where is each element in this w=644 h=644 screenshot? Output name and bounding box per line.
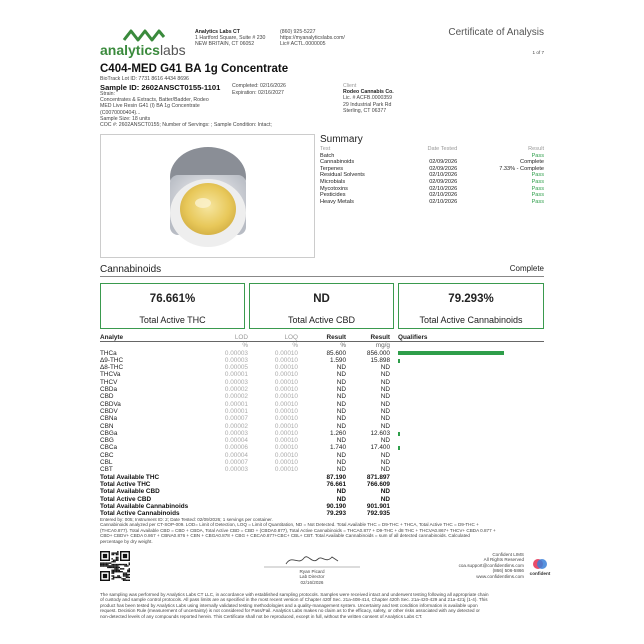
analyte-row	[100, 401, 544, 408]
analyte-result-pct: ND	[336, 386, 346, 394]
summary-row	[320, 179, 544, 186]
notes-line-4: CBD+ CBDV+ CBDA 0.867 + CBNA0.876 + CBN + CBGA0.878 + CBG + CBCA0.877+CBC+ CBL+ CBT. Total Available Cannabinoids = sum of all detected cannabinoids. Calculated	[100, 533, 470, 539]
analyte-lod: 0.00003	[224, 466, 248, 474]
analyte-qualifier-cell	[390, 350, 544, 357]
analyte-loq: 0.00010	[274, 364, 298, 372]
analyte-result-mg: 856.000	[366, 349, 390, 357]
analyte-result-pct: ND	[336, 415, 346, 423]
analyte-row	[100, 386, 544, 393]
client-license: Lic. # ACFB.0000359	[343, 95, 393, 102]
total-result-pct: 87.190	[326, 473, 346, 481]
summary-row	[320, 166, 544, 173]
analyte-name: THCVa	[100, 371, 121, 379]
total-result-pct: ND	[336, 495, 346, 503]
analyte-name: CBC	[100, 451, 114, 459]
analyte-row	[100, 371, 544, 378]
analyte-loq: 0.00010	[274, 429, 298, 437]
product-photo	[100, 134, 315, 258]
signer-title: Lab Director	[299, 574, 325, 580]
strain: Strain:	[100, 91, 115, 97]
analyte-bar	[398, 359, 400, 363]
analyte-result-pct: ND	[336, 378, 346, 386]
notes-line-5: percentage by dry weight.	[100, 538, 153, 544]
unit-result-pct: %	[340, 342, 346, 350]
analyte-row	[100, 415, 544, 422]
analyte-result-pct: 1.740	[330, 444, 346, 452]
summary-header-row	[320, 146, 544, 153]
analyte-loq: 0.00010	[274, 422, 298, 430]
summary-header-result: Result	[528, 146, 544, 152]
analyte-result-mg: ND	[380, 422, 390, 430]
confident-logo-icon	[532, 557, 548, 571]
summary-result: 7.33% - Complete	[499, 165, 544, 172]
summary-result: Complete	[520, 159, 544, 166]
analyte-lod: 0.00007	[224, 415, 248, 423]
total-active-thc-label: Total Active THC	[139, 315, 206, 325]
analyte-loq: 0.00010	[274, 459, 298, 467]
total-result-mg: 766.609	[366, 480, 390, 488]
analyte-lod: 0.00004	[224, 437, 248, 445]
analyte-qualifier-cell	[390, 444, 544, 451]
summary-test: Pesticides	[320, 192, 346, 199]
total-result-mg: 871.897	[366, 473, 390, 481]
total-active-cannabinoids-box	[398, 283, 544, 329]
analyte-row	[100, 466, 544, 473]
lab-address1: 1 Hartford Square, Suite # 230	[195, 35, 266, 42]
confident-block	[459, 552, 524, 579]
summary-test: Residual Solvents	[320, 172, 365, 179]
analyte-lod: 0.00002	[224, 422, 248, 430]
analyte-qualifier-cell	[390, 357, 544, 364]
analyte-name: CBGa	[100, 429, 118, 437]
summary-date: 02/10/2026	[429, 192, 458, 199]
summary-date: 02/09/2026	[429, 165, 458, 172]
analyte-lod: 0.00004	[224, 451, 248, 459]
analyte-loq: 0.00010	[274, 415, 298, 423]
analyte-row	[100, 364, 544, 371]
analyte-result-pct: ND	[336, 400, 346, 408]
signer-name: Ryan Picard	[299, 569, 325, 574]
analyte-row	[100, 393, 544, 400]
analyte-lod: 0.00005	[224, 364, 248, 372]
analyte-qualifier-cell	[390, 459, 544, 466]
expiration-date: Expiration: 02/16/2027	[232, 90, 284, 96]
summary-test: Terpenes	[320, 165, 344, 172]
summary-row	[320, 199, 544, 206]
summary-result: Pass	[531, 198, 544, 205]
summary-test: Mycotoxins	[320, 185, 348, 192]
total-result-mg: 792.935	[366, 510, 390, 518]
client-city: Sterling, CT 06377	[343, 107, 387, 114]
analyte-result-pct: ND	[336, 407, 346, 415]
analyte-qualifier-cell	[390, 423, 544, 430]
confident-logo	[528, 557, 552, 583]
summary-date: 02/10/2026	[429, 198, 458, 205]
total-name: Total Active THC	[100, 480, 151, 488]
coc-line: COC #: 2602ANSCT0155; Number of Servings: ; Sample Condition: Intact;	[100, 122, 272, 129]
analyte-qualifier-cell	[390, 386, 544, 393]
analyte-loq: 0.00010	[274, 371, 298, 379]
analyte-lod: 0.00007	[224, 459, 248, 467]
analyte-result-pct: 1.260	[330, 429, 346, 437]
total-row	[100, 496, 544, 503]
footer-line-2: of custody and sample control protocols. All pass limits are as specified in the most recent version of Chapter 420f Sec. 21a-408-414, Chapter 420h Sec. 21a-420-429 and 21a-421j (1-4). This	[100, 597, 488, 603]
summary-row	[320, 186, 544, 193]
summary-test: Heavy Metals	[320, 198, 354, 205]
analyte-result-mg: 12.603	[370, 429, 390, 437]
total-name: Total Available Cannabinoids	[100, 502, 189, 510]
footer-line-3: product has been tested by Analytics Labs using internally validated testing methodologies and a quality-management system. Uncertainty and test condition information is available upon	[100, 602, 478, 608]
notes-line-3: (THCA0.877). Total Available CBD = CBD + CBDA, Total Active CBD = CBD + (CBDA0.877), Total Active Cannabinoids = THCA0.877 + D9-THC + d8 THC + THCVA0.867+ THCV+ CBDA 0.877 +	[100, 527, 496, 533]
header-qualifiers: Qualifiers	[398, 334, 428, 341]
summary-header-test: Test	[320, 146, 331, 152]
analyte-result-mg: ND	[380, 378, 390, 386]
summary-row	[320, 159, 544, 166]
confident-line-5[interactable]: www.confidentlims.com	[476, 573, 524, 579]
analyte-name: CBDV	[100, 407, 118, 415]
notes-line-1: Entered by: 005; Instrument ID: 2; Date Tested: 02/09/2026; 1 servings per container.	[100, 517, 273, 522]
confident-line-4: (866) 506-5866	[492, 568, 524, 574]
analyte-name: CBG	[100, 437, 114, 445]
analyte-name: CBN	[100, 422, 114, 430]
product-details	[100, 91, 272, 128]
lab-address-block	[195, 29, 265, 48]
analyte-row	[100, 408, 544, 415]
summary-header-date: Date Tested	[427, 146, 458, 152]
confident-line-3[interactable]: coa.support@confidentlims.com	[458, 562, 524, 568]
summary-result: Pass	[531, 172, 544, 179]
unit-lod: %	[242, 342, 248, 350]
product-desc-3: (C0070000404)...	[100, 109, 141, 116]
analyte-result-pct: 85.600	[326, 349, 346, 357]
analyte-result-mg: ND	[380, 393, 390, 401]
lab-address2: NEW BRITAIN, CT 06052	[195, 41, 255, 48]
analyte-qualifier-cell	[390, 401, 544, 408]
analyte-result-mg: ND	[380, 459, 390, 467]
summary-date: 02/09/2026	[429, 178, 458, 185]
analyte-qualifier-cell	[390, 371, 544, 378]
completed-date: Completed: 02/16/2026	[232, 83, 286, 89]
method-notes	[100, 517, 544, 544]
summary-row	[320, 153, 544, 160]
analyte-row	[100, 459, 544, 466]
analyte-result-mg: ND	[380, 400, 390, 408]
analyte-lod: 0.00001	[224, 407, 248, 415]
logo-mark-icon	[122, 28, 166, 42]
analyte-result-pct: ND	[336, 459, 346, 467]
analyte-result-pct: ND	[336, 466, 346, 474]
summary-table	[320, 146, 544, 205]
summary-test: Cannabinoids	[320, 159, 355, 166]
summary-result: Pass	[531, 178, 544, 185]
analyte-result-mg: ND	[380, 364, 390, 372]
footer-line-1: The sampling was performed by Analytics Labs CT LLC, in accordance with established sampling protocols. Samples were received intact and underwent testing following all appropriate chain	[100, 592, 489, 597]
lab-logo	[100, 28, 190, 58]
analyte-name: CBDa	[100, 386, 118, 394]
analyte-loq: 0.00010	[274, 466, 298, 474]
analyte-name: CBDVa	[100, 400, 121, 408]
lab-name: Analytics Labs CT	[195, 29, 240, 35]
page-number: 1 of 7	[532, 50, 544, 55]
total-active-thc-box	[100, 283, 245, 329]
analyte-loq: 0.00010	[274, 444, 298, 452]
analyte-row	[100, 452, 544, 459]
product-desc-2: MED Live Resin G41 (I) BA 1g Concentrate	[100, 103, 200, 110]
analyte-bar	[398, 351, 504, 355]
unit-analyte	[100, 342, 200, 350]
total-row	[100, 474, 544, 481]
confident-line-2: All Rights Reserved	[483, 557, 524, 563]
analyte-result-mg: ND	[380, 437, 390, 445]
analyte-row	[100, 379, 544, 386]
total-result-mg: ND	[380, 495, 390, 503]
unit-loq: %	[292, 342, 298, 350]
summary-row	[320, 192, 544, 199]
total-result-pct: 79.293	[326, 510, 346, 518]
analyte-bar	[398, 446, 400, 450]
analyte-result-pct: 1.590	[330, 356, 346, 364]
analyte-name: Δ9-THC	[100, 356, 124, 364]
total-row	[100, 503, 544, 510]
analyte-qualifier-cell	[390, 415, 544, 422]
signature-date: 02/16/2026	[300, 579, 324, 585]
total-result-pct: ND	[336, 488, 346, 496]
summary-test: Batch	[320, 152, 335, 159]
cannabinoid-results-table	[100, 334, 544, 517]
analyte-name: CBT	[100, 466, 113, 474]
analyte-qualifier-cell	[390, 393, 544, 400]
summary-result: Pass	[531, 185, 544, 192]
analyte-result-pct: ND	[336, 422, 346, 430]
analyte-row	[100, 444, 544, 451]
analyte-result-pct: ND	[336, 393, 346, 401]
analyte-qualifier-cell	[390, 430, 544, 437]
summary-title: Summary	[320, 134, 363, 145]
logo-text-right: labs	[159, 42, 186, 58]
client-address: 29 Industrial Park Rd	[343, 101, 392, 108]
total-result-pct: 76.661	[326, 480, 346, 488]
client-label: Client	[343, 83, 357, 89]
unit-result-mg: mg/g	[375, 342, 390, 350]
product-desc-1: Concentrates & Extracts, Batter/Badder, Rodeo	[100, 97, 209, 104]
analyte-row	[100, 423, 544, 430]
product-name: C404-MED G41 BA 1g Concentrate	[100, 63, 289, 75]
analyte-result-mg: ND	[380, 407, 390, 415]
total-active-cbd-value: ND	[313, 293, 330, 305]
results-units-row	[100, 342, 544, 350]
summary-row	[320, 172, 544, 179]
analyte-lod: 0.00002	[224, 393, 248, 401]
document-title: Certificate of Analysis	[448, 27, 544, 38]
header-result-pct: Result	[326, 334, 346, 341]
analyte-lod: 0.00001	[224, 400, 248, 408]
client-name: Rodeo Cannabis Co.	[343, 89, 394, 96]
analyte-result-mg: ND	[380, 466, 390, 474]
total-row	[100, 481, 544, 488]
biotrack-id: BioTrack Lot ID: 7731 8616 4434 8696	[100, 76, 189, 82]
analyte-result-mg: ND	[380, 451, 390, 459]
analyte-result-mg: 15.898	[370, 356, 390, 364]
analyte-loq: 0.00010	[274, 437, 298, 445]
lab-contact-block	[280, 29, 345, 48]
analyte-lod: 0.00003	[224, 349, 248, 357]
analyte-qualifier-cell	[390, 452, 544, 459]
total-active-cbd-label: Total Active CBD	[287, 315, 356, 325]
analyte-name: THCa	[100, 349, 117, 357]
cannabinoids-title: Cannabinoids	[100, 264, 162, 275]
sample-size: Sample Size: 18 units	[100, 115, 151, 122]
total-result-mg: ND	[380, 488, 390, 496]
analyte-qualifier-cell	[390, 437, 544, 444]
sample-id: Sample ID: 2602ANSCT0155-1101	[100, 83, 221, 92]
client-block	[343, 83, 394, 114]
summary-date: 02/09/2026	[429, 159, 458, 166]
total-active-cannabinoids-label: Total Active Cannabinoids	[419, 315, 523, 325]
summary-result: Pass	[531, 152, 544, 159]
total-result-mg: 901.901	[366, 502, 390, 510]
analyte-result-mg: ND	[380, 371, 390, 379]
analyte-bar	[398, 432, 400, 436]
analyte-qualifier-cell	[390, 466, 544, 473]
analyte-loq: 0.00010	[274, 349, 298, 357]
analyte-lod: 0.00003	[224, 378, 248, 386]
total-active-cannabinoids-value: 79.293%	[448, 293, 494, 305]
analyte-result-pct: ND	[336, 371, 346, 379]
lab-website[interactable]: https://myanalyticslabs.com/	[280, 35, 345, 42]
total-name: Total Available CBD	[100, 488, 160, 496]
unit-qualifiers	[390, 342, 544, 350]
analyte-name: CBL	[100, 459, 113, 467]
analyte-result-pct: ND	[336, 451, 346, 459]
analyte-lod: 0.00001	[224, 371, 248, 379]
signature-block	[258, 552, 366, 586]
total-active-cbd-box	[249, 283, 394, 329]
analyte-loq: 0.00010	[274, 356, 298, 364]
summary-result: Pass	[531, 192, 544, 199]
total-name: Total Active CBD	[100, 495, 152, 503]
header-analyte: Analyte	[100, 334, 124, 341]
analyte-row	[100, 430, 544, 437]
qr-code[interactable]	[100, 551, 130, 581]
analyte-loq: 0.00010	[274, 407, 298, 415]
total-row	[100, 488, 544, 495]
summary-date: 02/10/2026	[429, 172, 458, 179]
analyte-qualifier-cell	[390, 408, 544, 415]
analyte-row	[100, 437, 544, 444]
analyte-result-pct: ND	[336, 364, 346, 372]
analyte-result-mg: ND	[380, 386, 390, 394]
footer-line-4: request. Decision Rule (measurement of uncertainty) is not considered for Pass/Fail. Analytics Labs makes no claim as to the efficacy, safety, or other risks associated with any detected or	[100, 608, 480, 614]
total-active-thc-value: 76.661%	[149, 293, 196, 305]
cannabinoids-status: Complete	[509, 264, 544, 273]
analyte-result-mg: 17.400	[370, 444, 390, 452]
analyte-name: CBNa	[100, 415, 118, 423]
lab-license: Lic# ACTL.0000005	[280, 41, 326, 48]
footer-line-5: non-detected levels of any compounds reported herein. This Certificate shall not be reproduced, except in full, without the written consent of Analytics Labs CT.	[100, 613, 423, 619]
analyte-loq: 0.00010	[274, 378, 298, 386]
analyte-name: CBCa	[100, 444, 118, 452]
analyte-result-mg: ND	[380, 415, 390, 423]
header-loq: LOQ	[284, 334, 298, 341]
analyte-loq: 0.00010	[274, 386, 298, 394]
analyte-name: THCV	[100, 378, 118, 386]
confident-line-1: Confident LIMS	[492, 552, 524, 557]
lab-phone: (860) 925-5227	[280, 29, 316, 35]
confident-logo-text: confident	[529, 571, 551, 576]
footer-disclaimer	[100, 592, 544, 619]
header-lod: LOD	[234, 334, 248, 341]
total-name: Total Available THC	[100, 473, 160, 481]
analyte-name: Δ8-THC	[100, 364, 124, 372]
header-result-mg: Result	[370, 334, 390, 341]
analyte-loq: 0.00010	[274, 400, 298, 408]
analyte-lod: 0.00003	[224, 429, 248, 437]
analyte-lod: 0.00002	[224, 386, 248, 394]
analyte-loq: 0.00010	[274, 451, 298, 459]
analyte-result-pct: ND	[336, 437, 346, 445]
analyte-loq: 0.00010	[274, 393, 298, 401]
analyte-row	[100, 350, 544, 357]
results-header-row	[100, 334, 544, 342]
analyte-name: CBD	[100, 393, 114, 401]
summary-date: 02/10/2026	[429, 185, 458, 192]
total-name: Total Active Cannabinoids	[100, 510, 180, 518]
signature-icon	[258, 552, 366, 568]
summary-date	[399, 153, 465, 160]
summary-test: Microbials	[320, 178, 346, 185]
analyte-lod: 0.00006	[224, 444, 248, 452]
analyte-qualifier-cell	[390, 364, 544, 371]
notes-line-2: Cannabinoids analyzed per CT-SOP-009. LOD= Limit of Detection, LOQ = Limit of Quantitation, ND = Not Detected. Total Available THC = D9-THC + THCA, Total Active THC = D9-THC +	[100, 522, 479, 528]
analyte-qualifier-cell	[390, 379, 544, 386]
logo-text-left: analytics	[100, 42, 160, 58]
analyte-row	[100, 357, 544, 364]
total-result-pct: 90.190	[326, 502, 346, 510]
analyte-lod: 0.00003	[224, 356, 248, 364]
